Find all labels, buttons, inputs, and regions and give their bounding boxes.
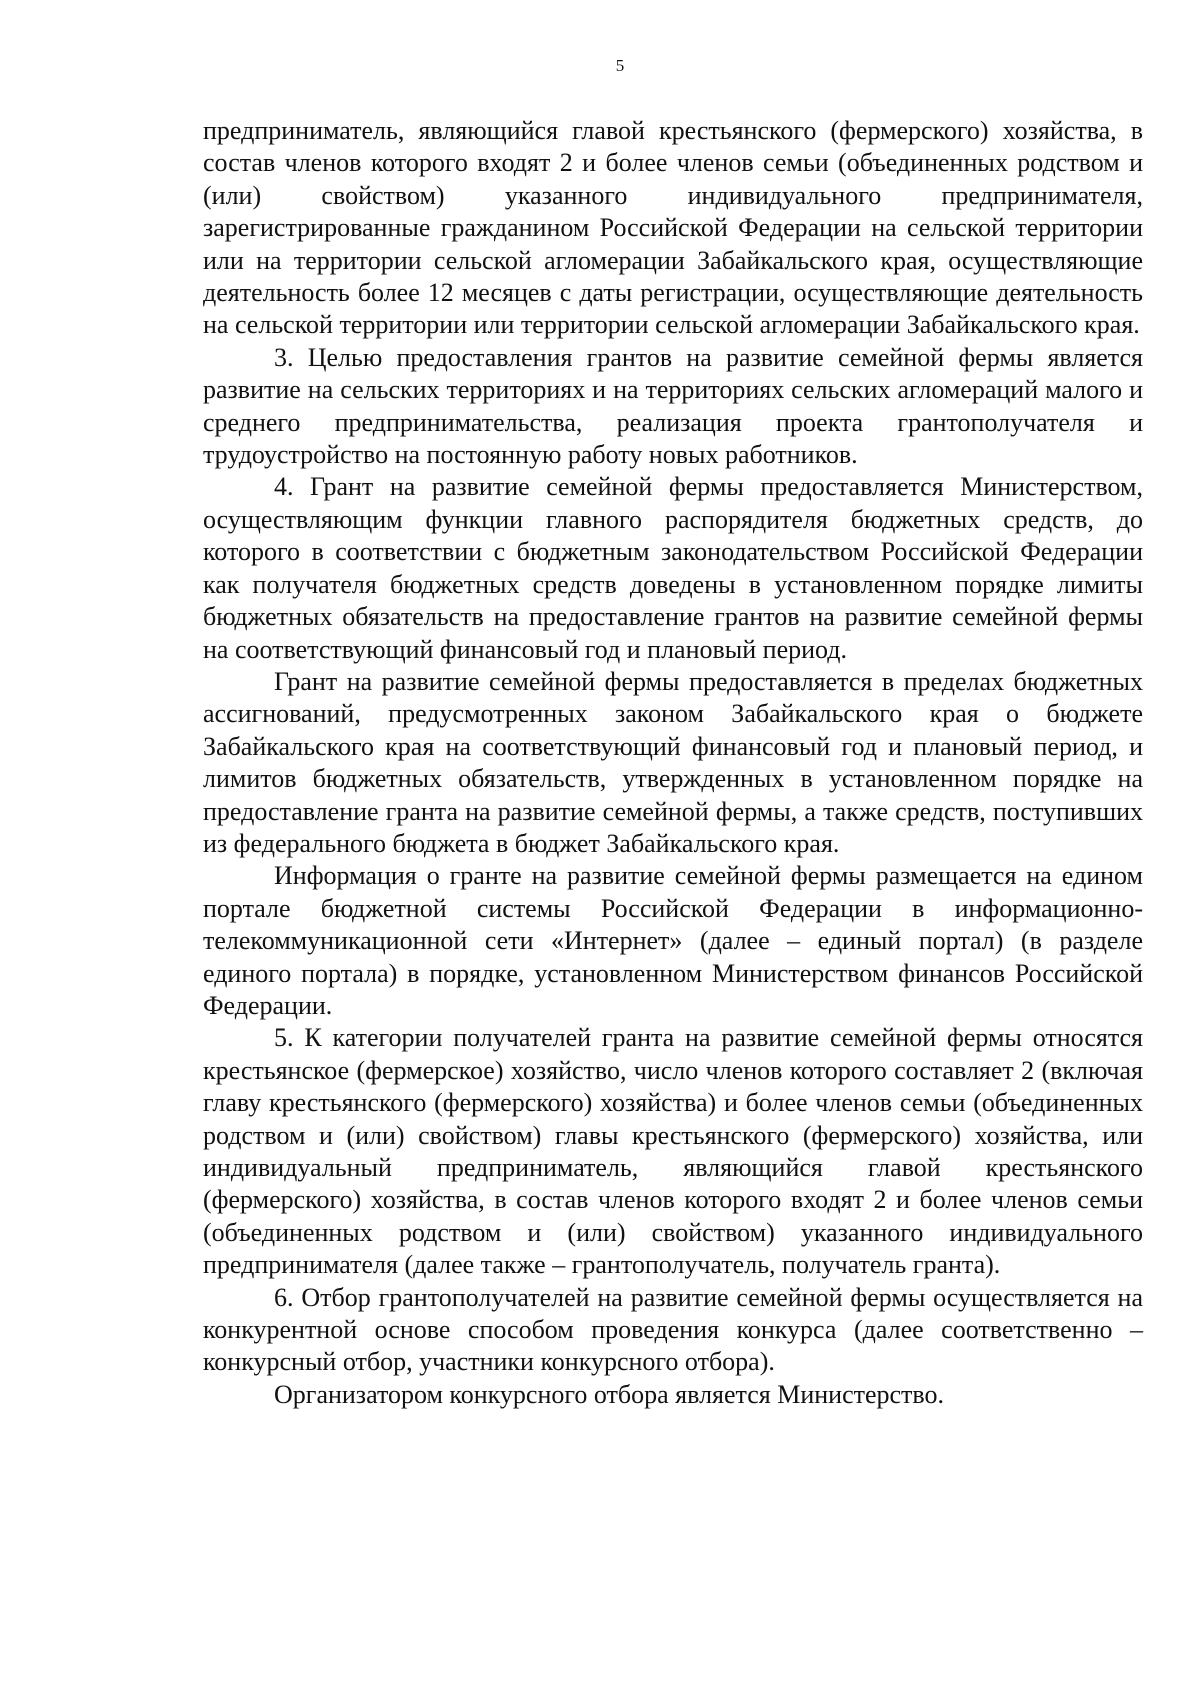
document-body <box>203 115 1143 1411</box>
paragraph-item-6: 6. Отбор грантополучателей на развитие семейной фермы осуществляется на конкурентной основе способом проведения конкурса (далее соответственно – конкурсный отбор, участники конкурсного отбора). <box>203 1282 1143 1377</box>
paragraph-continuation: предприниматель, являющийся главой крестьянского (фермерского) хозяйства, в состав членов которого входят 2 и более членов семьи (объединенных родством и (или) свойством) указанного индивидуального предпринимателя, зарегистрированные гражданином Российской Федерации на сельской территории или на территории сельской агломерации Забайкальского края, осуществляющие деятельность более 12 месяцев с даты регистрации, осуществляющие деятельность на сельской территории или территории сельской агломерации Забайкальского края. <box>203 116 1143 340</box>
paragraph-item-5: 5. К категории получателей гранта на развитие семейной фермы относятся крестьянское (фермерское) хозяйство, число членов которого составляет 2 (включая главу крестьянского (фермерского) хозяйства) и более членов семьи (объединенных родством и (или) свойством) главы крестьянского (фермерского) хозяйства, или индивидуальный предприниматель, являющийся главой крестьянского (фермерского) хозяйства, в состав членов которого входят 2 и более членов семьи (объединенных родством и (или) свойством) указанного индивидуального предпринимателя (далее также – грантополучатель, получатель гранта). <box>203 1023 1143 1280</box>
page-number: 5 <box>615 56 625 75</box>
paragraph-item-4: 4. Грант на развитие семейной фермы предоставляется Министерством, осуществляющим функции главного распорядителя бюджетных средств, до которого в соответствии с бюджетным законодательством Российской Федерации как получателя бюджетных средств доведены в установленном порядке лимиты бюджетных обязательств на предоставление грантов на развитие семейной фермы на соответствующий финансовый год и плановый период. <box>203 472 1143 664</box>
paragraph-organizer: Организатором конкурсного отбора является Министерство. <box>274 1379 945 1409</box>
paragraph-grant-limits: Грант на развитие семейной фермы предоставляется в пределах бюджетных ассигнований, предусмотренных законом Забайкальского края о бюджете Забайкальского края на соответствующий финансовый год и плановый период, и лимитов бюджетных обязательств, утвержденных в установленном порядке на предоставление гранта на развитие семейной фермы, а также средств, поступивших из федерального бюджета в бюджет Забайкальского края. <box>203 666 1143 858</box>
paragraph-grant-info: Информация о гранте на развитие семейной фермы размещается на едином портале бюджетной системы Российской Федерации в информационно-телекоммуникационной сети «Интернет» (далее – единый портал) (в разделе единого портала) в порядке, установленном Министерством финансов Российской Федерации. <box>203 861 1143 1020</box>
paragraph-item-3: 3. Целью предоставления грантов на развитие семейной фермы является развитие на сельских территориях и на территориях сельских агломераций малого и среднего предпринимательства, реализация проекта грантополучателя и трудоустройство на постоянную работу новых работников. <box>203 342 1143 470</box>
